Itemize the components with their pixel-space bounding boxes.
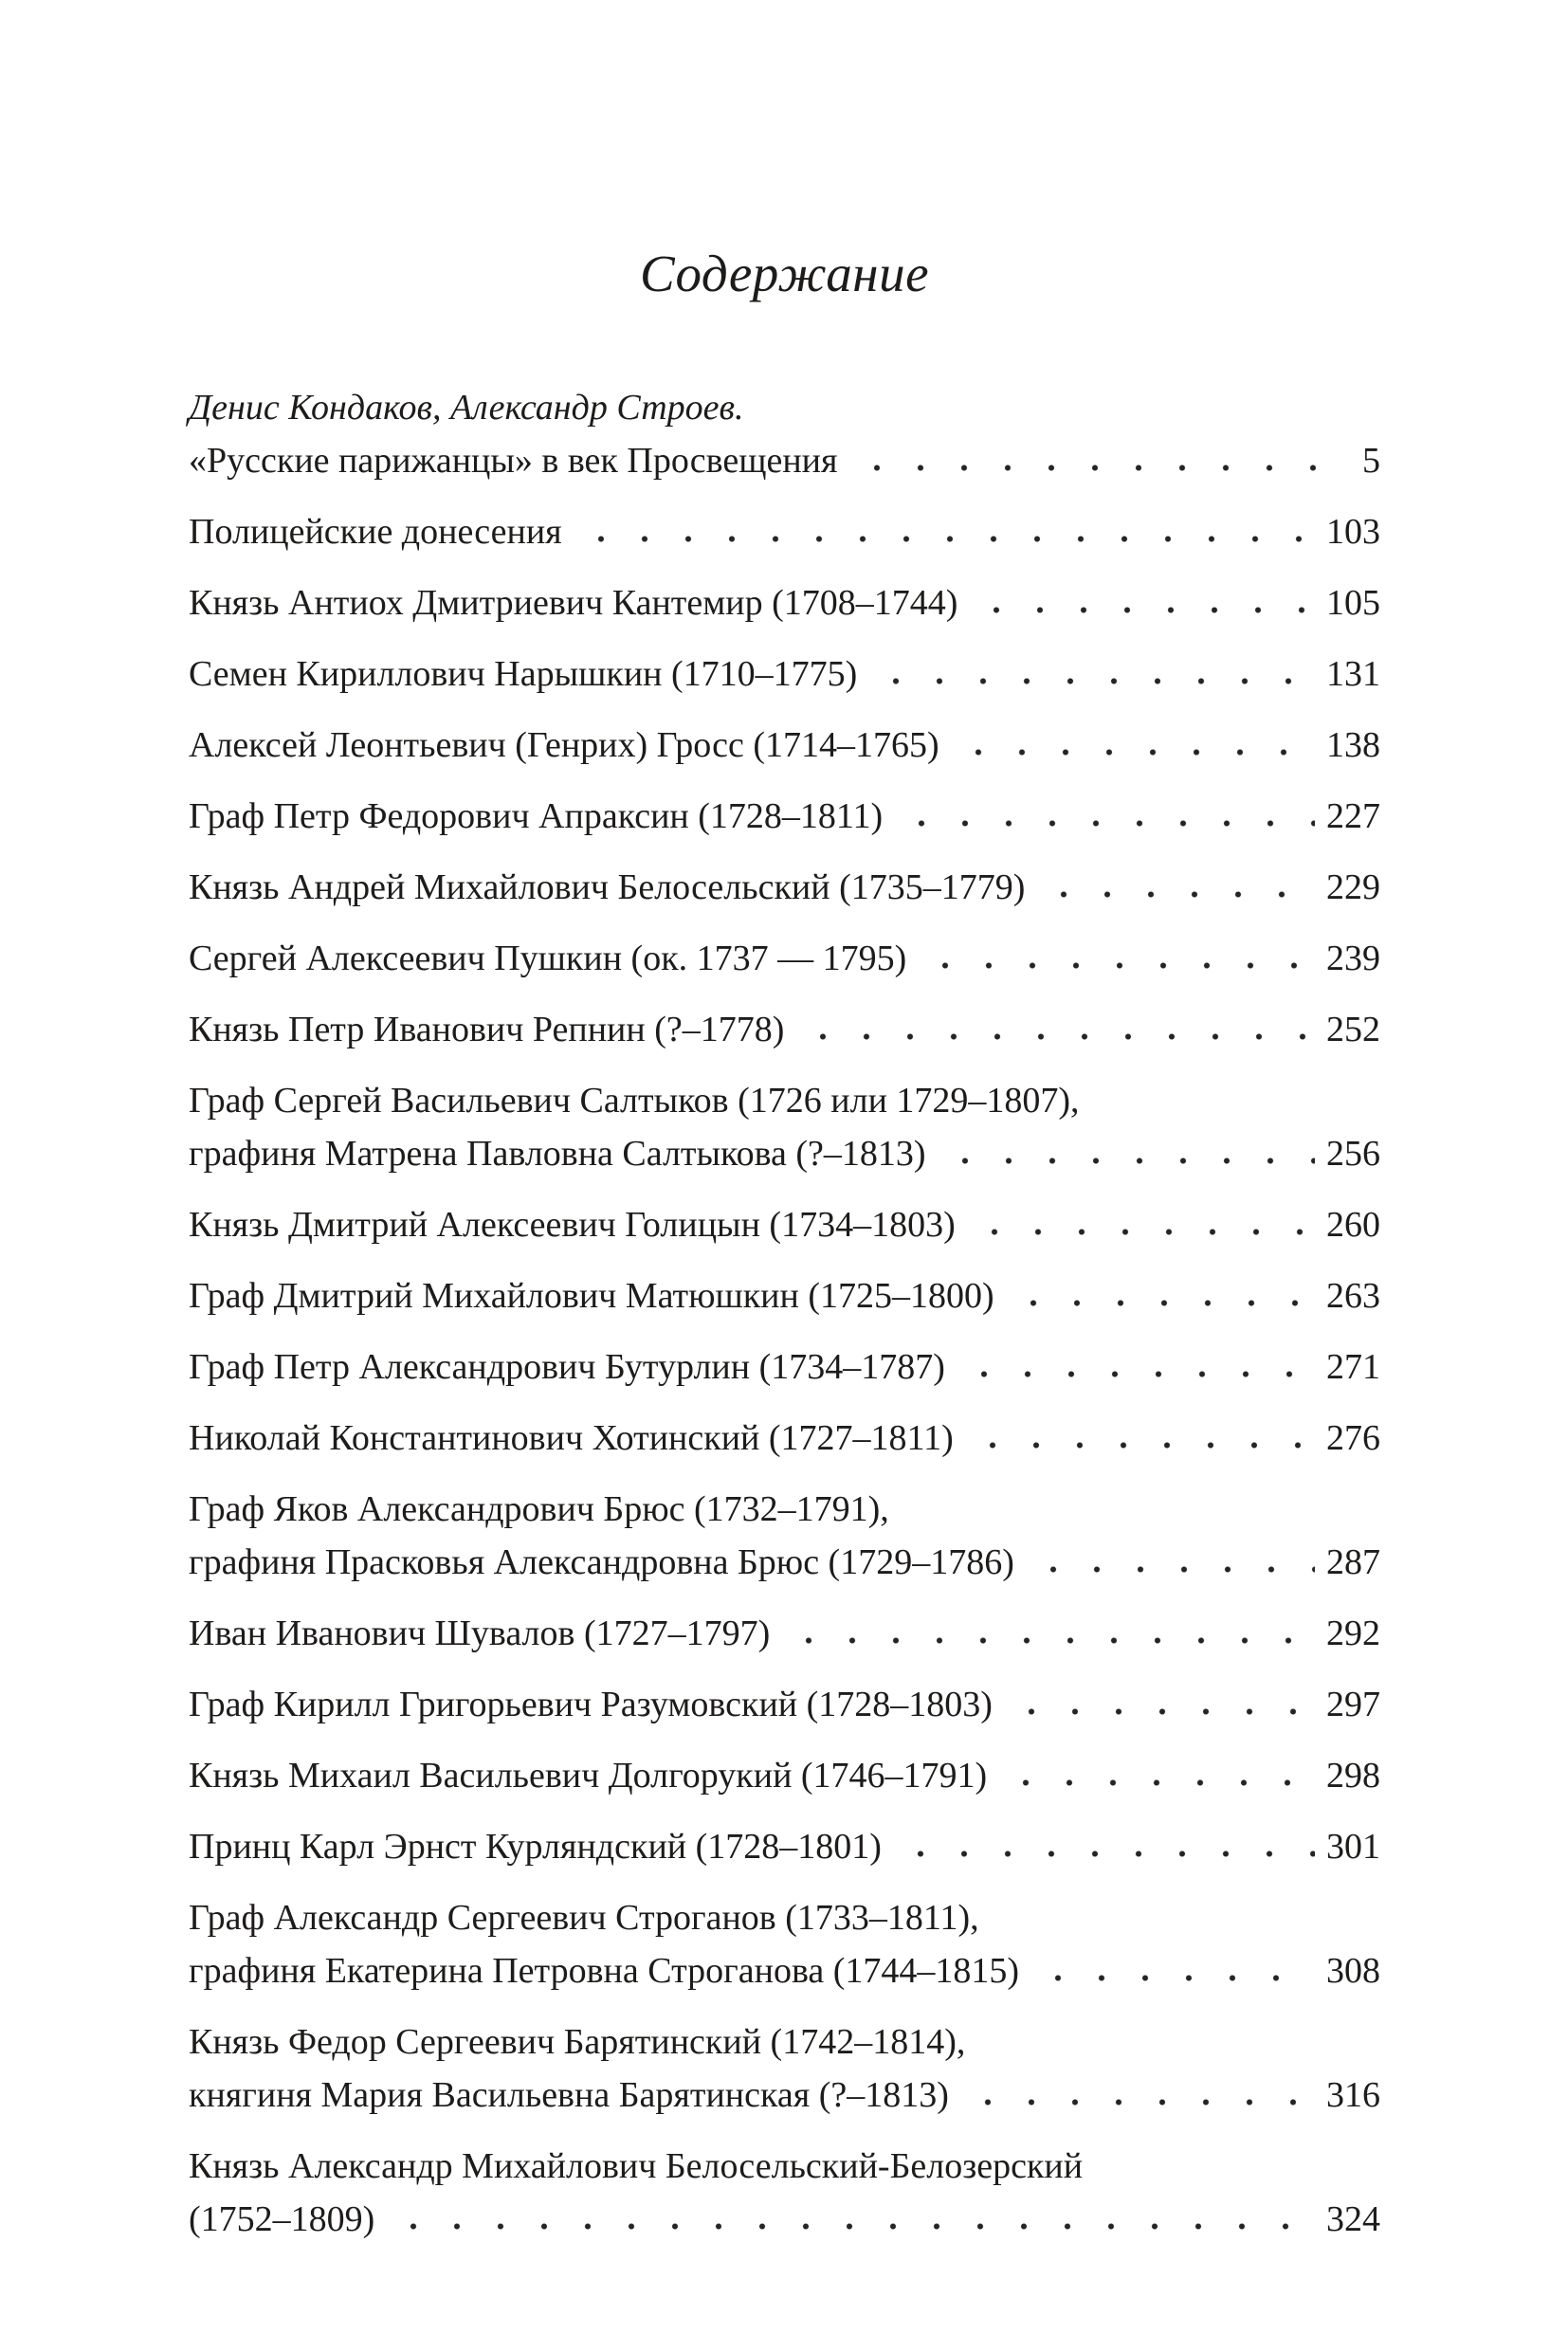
page-number: 271: [1326, 1347, 1380, 1387]
toc-entry: [189, 647, 1380, 701]
page-number: 103: [1326, 512, 1380, 552]
toc-entry: [189, 861, 1380, 914]
dot-leader: [900, 819, 1315, 828]
page-number: 298: [1326, 1756, 1380, 1796]
toc-entry: [189, 381, 1380, 487]
toc-entry: [189, 932, 1380, 985]
toc-entry-line: [189, 1198, 1380, 1251]
dot-leader: [975, 606, 1315, 614]
dot-leader: [579, 535, 1315, 543]
page-number: 131: [1326, 654, 1380, 694]
toc-entry: [189, 1749, 1380, 1802]
toc-entry-text: Граф Петр Федорович Апраксин (1728–1811): [189, 796, 884, 836]
dot-leader: [973, 1228, 1315, 1236]
page-number: 239: [1326, 939, 1380, 978]
dot-leader: [943, 1157, 1315, 1165]
dot-leader: [1012, 1299, 1315, 1307]
toc-entry-text: «Русские парижанцы» в век Просвещения: [189, 441, 838, 481]
page-number: 276: [1326, 1418, 1380, 1458]
toc-entry: [189, 1198, 1380, 1251]
toc-entry-text: Семен Кириллович Нарышкин (1710–1775): [189, 654, 858, 694]
page-number: 308: [1326, 1951, 1380, 1991]
dot-leader: [787, 1636, 1315, 1645]
toc-entry-line: [189, 719, 1380, 772]
toc-entry-text: Граф Сергей Васильевич Салтыков (1726 или 1729–1807),: [189, 1081, 1080, 1121]
dot-leader: [962, 1370, 1315, 1378]
toc-entry-text: Князь Александр Михайлович Белосельский-Белозерский: [189, 2146, 1084, 2186]
dot-leader: [923, 961, 1315, 970]
toc-entry-line: [189, 1944, 1380, 1997]
toc-entry-text: Князь Михаил Васильевич Долгорукий (1746–1791): [189, 1756, 988, 1796]
toc-entry-text: Граф Дмитрий Михайлович Матюшкин (1725–1800): [189, 1276, 994, 1316]
dot-leader: [971, 1441, 1315, 1449]
toc-entry-line: [189, 2193, 1380, 2246]
page-number: 263: [1326, 1276, 1380, 1316]
toc-entry: [189, 505, 1380, 558]
dot-leader: [855, 464, 1351, 472]
toc-entry-text: Князь Федор Сергеевич Барятинский (1742–1814),: [189, 2022, 966, 2062]
toc-entry-text: Граф Александр Сергеевич Строганов (1733–1811),: [189, 1898, 979, 1938]
toc-entry-line: [189, 2015, 1380, 2069]
page-title: Содержание: [639, 245, 929, 302]
toc-entry: [189, 790, 1380, 843]
toc-entry-text: графиня Матрена Павловна Салтыкова (?–1813): [189, 1134, 926, 1174]
toc-entry: [189, 1483, 1380, 1589]
toc-entry-line: [189, 1607, 1380, 1660]
page-number: 292: [1326, 1614, 1380, 1653]
page-number: 227: [1326, 796, 1380, 836]
page-number: 105: [1326, 583, 1380, 623]
toc-entry-text: Сергей Алексеевич Пушкин (ок. 1737 — 1795): [189, 939, 907, 978]
toc-entry-text: Алексей Леонтьевич (Генрих) Гросс (1714–1765): [189, 725, 939, 765]
toc-entry-text: Князь Андрей Михайлович Белосельский (1735–1779): [189, 867, 1026, 907]
page-number: 324: [1326, 2199, 1380, 2239]
dot-leader: [874, 677, 1315, 685]
toc-entry: [189, 719, 1380, 772]
toc-entry-text: Князь Дмитрий Алексеевич Голицын (1734–1803): [189, 1205, 956, 1245]
toc-entry-line: [189, 1412, 1380, 1465]
toc-entry: [189, 2140, 1380, 2246]
dot-leader: [966, 2098, 1315, 2106]
page-number: 316: [1326, 2075, 1380, 2115]
dot-leader: [1036, 1974, 1315, 1982]
toc-entry-line: [189, 576, 1380, 629]
dot-leader: [801, 1032, 1315, 1041]
toc-entry-text: княгиня Мария Васильевна Барятинская (?–1813): [189, 2075, 949, 2115]
toc-entry-line: [189, 2069, 1380, 2122]
toc-entry-line: [189, 1003, 1380, 1056]
toc-entry-line: [189, 1483, 1380, 1536]
page-number: 252: [1326, 1010, 1380, 1049]
toc-entry: [189, 1678, 1380, 1731]
page-number: 138: [1326, 725, 1380, 765]
toc-entry-line: [189, 1820, 1380, 1873]
toc-entry: [189, 576, 1380, 629]
toc-entry-text: графиня Екатерина Петровна Строганова (1744–1815): [189, 1951, 1020, 1991]
toc-entry-text: Граф Кирилл Григорьевич Разумовский (1728–1803): [189, 1685, 993, 1724]
toc-entry-text: Граф Петр Александрович Бутурлин (1734–1787): [189, 1347, 945, 1387]
page-number: 297: [1326, 1685, 1380, 1724]
toc-entry-line: [189, 1891, 1380, 1944]
toc-entry-line: [189, 861, 1380, 914]
page-number: 229: [1326, 867, 1380, 907]
toc-entry-line: [189, 505, 1380, 558]
dot-leader: [1010, 1707, 1315, 1716]
toc-entry-line: [189, 2140, 1380, 2193]
toc-entry: [189, 1003, 1380, 1056]
toc-entry-line: [189, 381, 1380, 434]
toc-entry-line: [189, 1269, 1380, 1322]
page-number: 256: [1326, 1134, 1380, 1174]
page-number: 301: [1326, 1827, 1380, 1867]
toc-entry: [189, 1607, 1380, 1660]
page-number: 287: [1326, 1542, 1380, 1582]
dot-leader: [899, 1850, 1315, 1858]
toc-entry-text: Князь Антиох Дмитриевич Кантемир (1708–1744): [189, 583, 958, 623]
dot-leader: [957, 748, 1315, 757]
toc-entry-line: [189, 1536, 1380, 1589]
toc-entry-text: Князь Петр Иванович Репнин (?–1778): [189, 1010, 785, 1049]
toc-entry-line: [189, 1749, 1380, 1802]
toc-entry-line: [189, 1127, 1380, 1180]
toc-entry-line: [189, 1340, 1380, 1394]
toc-entry: [189, 1891, 1380, 1997]
toc-entry-text: Иван Иванович Шувалов (1727–1797): [189, 1614, 771, 1653]
page-number: 260: [1326, 1205, 1380, 1245]
dot-leader: [1031, 1565, 1315, 1574]
toc-entry-line: [189, 647, 1380, 701]
toc-entry-text: графиня Прасковья Александровна Брюс (1729–1786): [189, 1542, 1014, 1582]
page-number: 5: [1362, 441, 1380, 481]
toc-entry-line: [189, 434, 1380, 487]
dot-leader: [1042, 890, 1315, 899]
toc-entry-line: [189, 790, 1380, 843]
toc-entry: [189, 1340, 1380, 1394]
toc-entry-text: (1752–1809): [189, 2199, 375, 2239]
toc-entry-text: Денис Кондаков, Александр Строев.: [189, 388, 744, 428]
toc-entry-text: Николай Константинович Хотинский (1727–1811): [189, 1418, 954, 1458]
toc-entries: [189, 381, 1380, 2246]
toc-entry-text: Принц Карл Эрнст Курляндский (1728–1801): [189, 1827, 882, 1867]
dot-leader: [1004, 1778, 1315, 1787]
dot-leader: [392, 2222, 1315, 2231]
toc-entry: [189, 1269, 1380, 1322]
toc-entry: [189, 1074, 1380, 1180]
toc-entry-line: [189, 1678, 1380, 1731]
toc-entry: [189, 2015, 1380, 2122]
toc-entry-line: [189, 1074, 1380, 1127]
toc-entry-text: Полицейские донесения: [189, 512, 562, 552]
toc-entry: [189, 1412, 1380, 1465]
toc-entry: [189, 1820, 1380, 1873]
toc-entry-line: [189, 932, 1380, 985]
toc-entry-text: Граф Яков Александрович Брюс (1732–1791),: [189, 1489, 889, 1529]
